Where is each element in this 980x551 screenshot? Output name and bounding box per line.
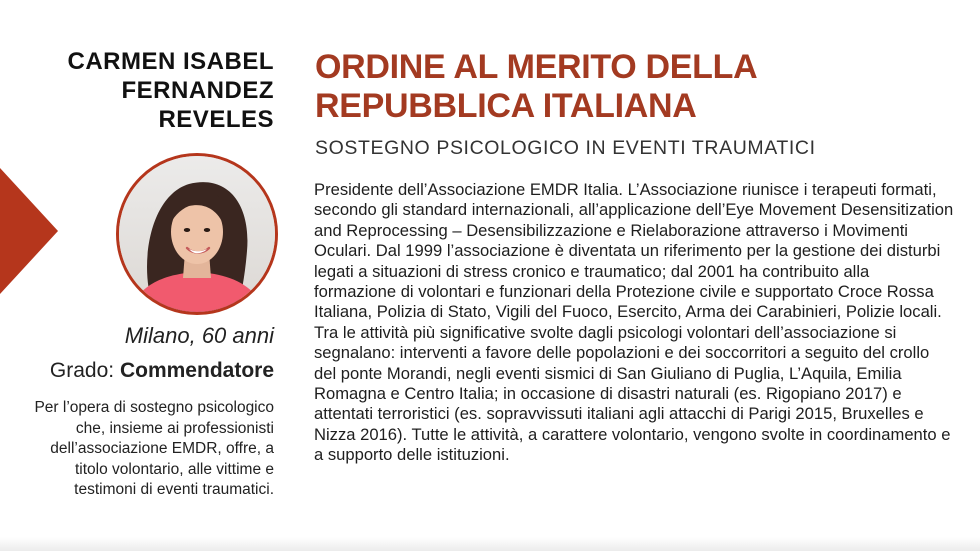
biography <box>314 180 954 466</box>
grade <box>50 359 274 383</box>
biography-paragraph: Tra le attività più significative svolte dagli psicologi volontari dell’associazione si segnalano: interventi a favore delle popolazioni e dei soccorritori a seguito del crollo del ponte Morandi, negli eventi sismici di San Giuliano di Puglia, L’Aquila, Emilia Romagna e Centro Italia; in occasione di disastri naturali (es. Rigopiano 2017) e attentati terroristici (es. sopravvissuti italiani agli attacchi di Parigi 2015, Bruxelles e Nizza 2016). Tutte le attività, a carattere volontario, vengono svolte in coordinamento e a supporto delle istituzioni. <box>314 322 951 465</box>
award-title <box>315 48 935 126</box>
portrait-image <box>119 156 275 312</box>
city-age: Milano, 60 anni <box>124 323 274 348</box>
person-name-line: FERNANDEZ <box>121 77 274 104</box>
grade-value: Commendatore <box>119 359 274 382</box>
page-bottom-shadow <box>0 537 980 551</box>
person-portrait <box>116 153 278 315</box>
person-name-line: REVELES <box>158 106 274 133</box>
grade-label: Grado: <box>49 359 115 382</box>
award-title-line: REPUBBLICA ITALIANA <box>315 87 697 125</box>
biography-paragraph: Presidente dell’Associazione EMDR Italia. L’Associazione riunisce i terapeuti formati, secondo gli standard internazionali, all’applicazione dell’Eye Movement Desensitization and Reprocessing – Desensibilizzazione e Rielaborazione attraverso i Movimenti Oculari. Dal 1999 l’associazione è diventata un riferimento per la gestione dei disturbi legati a situazioni di stress cronico e traumatico; dal 2001 ha contribuito alla formazione di volontari e funzionari della Protezione civile e supportato Croce Rossa Italiana, Polizia di Stato, Vigili del Fuoco, Esercito, Arma dei Carabinieri, Polizie locali. <box>314 180 954 322</box>
award-reason: Per l’opera di sostegno psicologico che, insieme ai professionisti dell’associazione EMDR, offre, a titolo volontario, alle vittime e testimoni di eventi traumatici. <box>34 399 274 499</box>
decorative-arrow <box>0 168 58 294</box>
person-name <box>67 47 274 134</box>
person-name-line: CARMEN ISABEL <box>67 48 274 75</box>
award-subtitle: SOSTEGNO PSICOLOGICO IN EVENTI TRAUMATICI <box>315 137 816 159</box>
award-title-line: ORDINE AL MERITO DELLA <box>315 48 758 86</box>
